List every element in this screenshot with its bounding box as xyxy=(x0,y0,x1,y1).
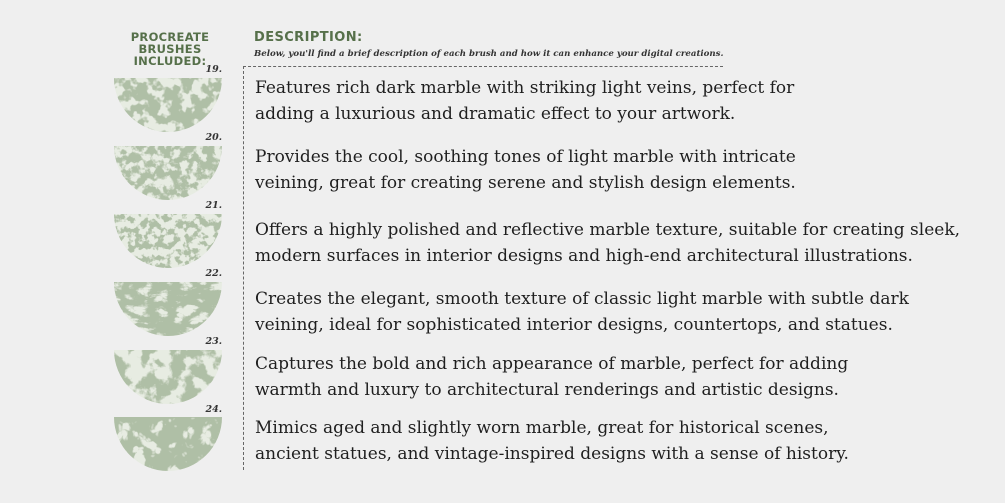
marble-brush-preview-icon xyxy=(114,78,222,133)
description-line: Captures the bold and rich appearance of marble, perfect for adding xyxy=(255,354,849,374)
brushes-included-heading xyxy=(104,31,236,67)
description-line: Features rich dark marble with striking light veins, perfect for xyxy=(255,78,795,98)
brush-description xyxy=(255,286,909,338)
brush-description xyxy=(255,415,849,467)
brush-number: 22. xyxy=(205,268,222,279)
description-line: Offers a highly polished and reflective marble texture, suitable for creating sleek, xyxy=(255,220,961,240)
heading-line-2: BRUSHES INCLUDED: xyxy=(133,42,207,68)
description-line: warmth and luxury to architectural renderings and artistic designs. xyxy=(255,380,839,400)
brush-description xyxy=(255,217,960,269)
marble-brush-preview-icon xyxy=(114,282,222,337)
description-line: modern surfaces in interior designs and high-end architectural illustrations. xyxy=(255,246,913,266)
marble-brush-preview-icon xyxy=(114,214,222,269)
description-line: ancient statues, and vintage-inspired designs with a sense of history. xyxy=(255,444,849,464)
brush-number: 23. xyxy=(205,336,222,347)
brush-number: 20. xyxy=(205,132,222,143)
brush-number: 24. xyxy=(205,404,222,415)
description-line: veining, ideal for sophisticated interior designs, countertops, and statues. xyxy=(255,315,893,335)
brush-description xyxy=(255,144,796,196)
dashed-divider-horizontal xyxy=(243,66,723,67)
dashed-divider-vertical xyxy=(243,66,244,470)
description-line: veining, great for creating serene and stylish design elements. xyxy=(255,173,796,193)
brush-description xyxy=(255,75,794,127)
description-title: DESCRIPTION: xyxy=(254,30,363,45)
brush-description xyxy=(255,351,848,403)
marble-brush-preview-icon xyxy=(114,350,222,405)
brush-number: 21. xyxy=(205,200,222,211)
description-subtitle: Below, you'll find a brief description of each brush and how it can enhance your digital creations. xyxy=(254,49,724,59)
description-line: Mimics aged and slightly worn marble, great for historical scenes, xyxy=(255,418,829,438)
description-line: adding a luxurious and dramatic effect to your artwork. xyxy=(255,104,736,124)
description-line: Creates the elegant, smooth texture of classic light marble with subtle dark xyxy=(255,289,909,309)
marble-brush-preview-icon xyxy=(114,146,222,201)
heading-line-1: PROCREATE xyxy=(130,30,210,44)
description-line: Provides the cool, soothing tones of light marble with intricate xyxy=(255,147,796,167)
brush-number: 19. xyxy=(205,64,222,75)
marble-brush-preview-icon xyxy=(114,417,222,472)
